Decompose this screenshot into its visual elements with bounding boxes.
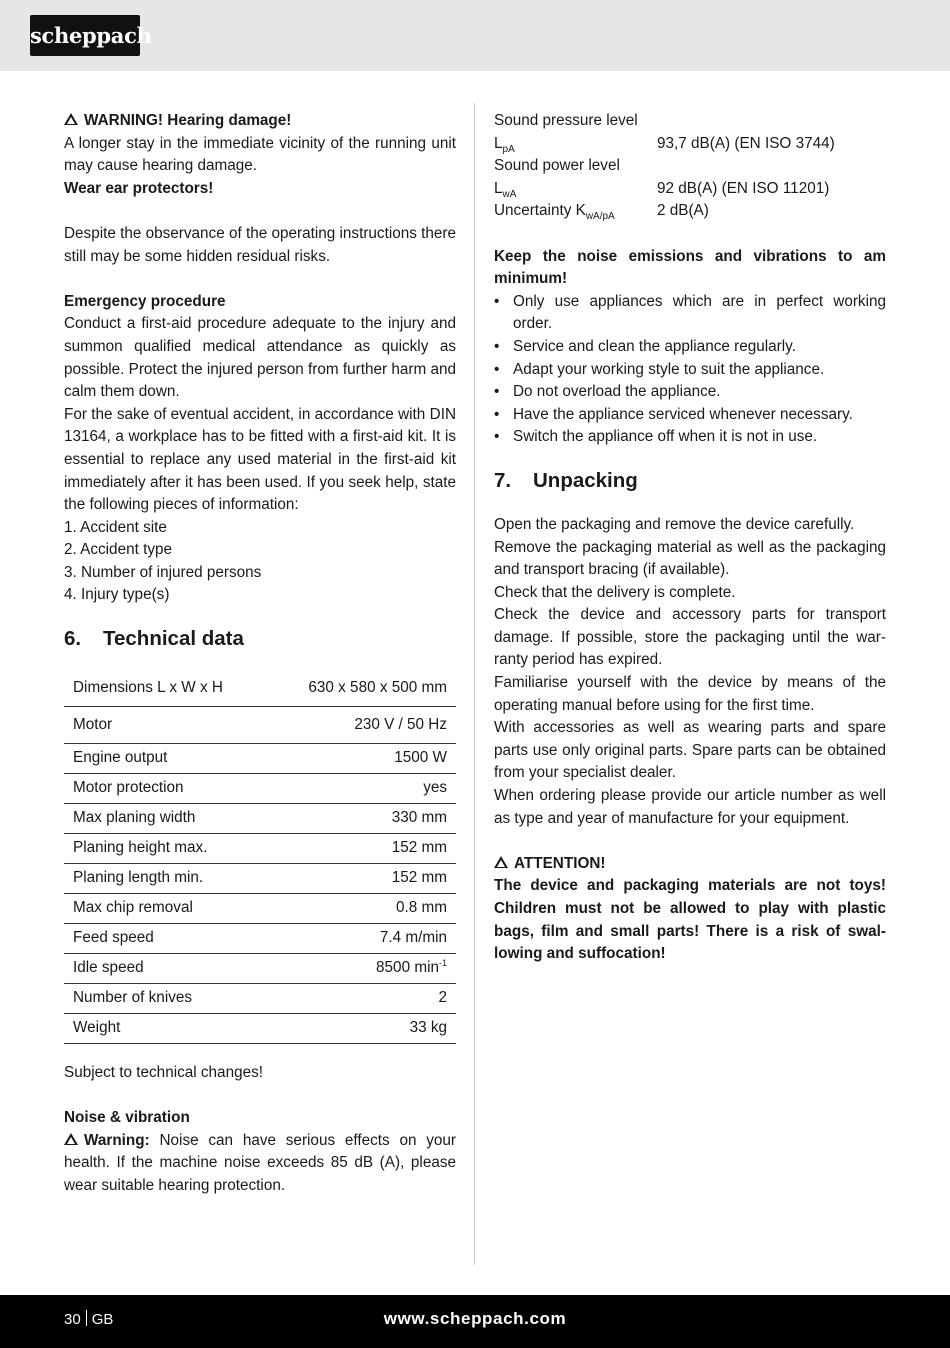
- spec-value: 33 kg: [267, 1014, 456, 1044]
- table-row: [64, 834, 456, 864]
- spec-label: Idle speed: [64, 954, 267, 984]
- lpa-value: 93,7 dB(A) (EN ISO 3744): [657, 134, 835, 152]
- warning-triangle-icon: [64, 113, 78, 125]
- spec-value: 1500 W: [267, 744, 456, 774]
- unpacking-heading: 7. Unpacking: [494, 468, 638, 492]
- spec-label: Weight: [64, 1014, 267, 1044]
- spec-value: 630 x 580 x 500 mm: [267, 670, 456, 707]
- hearing-warning-text: A longer stay in the immediate vicinity of the running unit may cause hearing damage.: [64, 134, 456, 175]
- spec-label: Number of knives: [64, 984, 267, 1014]
- unpacking-paragraph: Check the device and accessory parts for transport damage. If possible, store the packaging until the warranty period has expired.: [494, 606, 886, 669]
- left-column: [64, 110, 456, 1198]
- unpacking-paragraph: When ordering please provide our article number as well as type and year of manufacture for your equipment.: [494, 787, 886, 827]
- list-item: • Adapt your working style to suit the appliance.: [494, 359, 886, 382]
- spec-value: 152 mm: [267, 834, 456, 864]
- spec-value: 152 mm: [267, 864, 456, 894]
- table-row: [64, 894, 456, 924]
- spec-label: Max planing width: [64, 804, 267, 834]
- table-row: [64, 774, 456, 804]
- table-row: [64, 707, 456, 744]
- table-row: [64, 744, 456, 774]
- noise-minimum-heading: Keep the noise emissions and vibrations to am minimum!: [494, 247, 886, 288]
- attention-heading: ATTENTION!: [494, 853, 886, 876]
- warning-triangle-icon: [494, 856, 508, 868]
- list-item: • Only use appliances which are in perfect working order.: [494, 291, 886, 336]
- page-number: 30 GB: [64, 1311, 114, 1328]
- column-divider: [474, 103, 475, 1265]
- unpacking-text: [494, 514, 886, 830]
- spec-label: Motor: [64, 707, 267, 744]
- attention-text: The device and packaging materials are not toys! Children must not be allowed to play with plastic bags, film and small parts! There is a risk of swallowing and suffocation!: [494, 877, 886, 963]
- spec-label: Planing height max.: [64, 834, 267, 864]
- info-list-item: 2. Accident type: [64, 541, 172, 559]
- spec-label: Feed speed: [64, 924, 267, 954]
- spec-label: Planing length min.: [64, 864, 267, 894]
- residual-risks-text: Despite the observance of the operating instructions there still may be some hidden residual risks.: [64, 224, 457, 265]
- info-list-item: 1. Accident site: [64, 518, 167, 536]
- technical-data-table: [64, 670, 456, 1044]
- noise-tips-list: [494, 291, 886, 449]
- sound-power-label: Sound power level: [494, 157, 620, 175]
- spec-label: Engine output: [64, 744, 267, 774]
- technical-data-heading: 6. Technical data: [64, 627, 244, 651]
- spec-label: Max chip removal: [64, 894, 267, 924]
- lwa-row: $L_{wA}$ 92 dB(A) (EN ISO 11201): [494, 179, 830, 200]
- table-row: [64, 984, 456, 1014]
- spec-value: yes: [267, 774, 456, 804]
- ear-protectors-notice: Wear ear protectors!: [64, 179, 214, 197]
- table-row: [64, 804, 456, 834]
- first-aid-kit-text: For the sake of eventual accident, in accordance with DIN 13164, a workplace has to be fitted with a first-aid kit. It is essential to replace any used material in the first-aid kit immediately after it has been used. If you seek help, state the following pieces of information:: [64, 405, 456, 514]
- list-item: • Service and clean the appliance regularly.: [494, 336, 886, 359]
- uncertainty-value: 2 dB(A): [657, 202, 709, 220]
- lwa-value: 92 dB(A) (EN ISO 11201): [657, 179, 830, 197]
- warning-triangle-icon: [64, 1133, 78, 1145]
- scheppach-logo: scheppach: [30, 15, 140, 56]
- emergency-procedure-text: Conduct a first-aid procedure adequate to the injury and summon qualified medical attendance as quickly as possible. Protect the injured person from further harm and calm them down.: [64, 315, 456, 401]
- table-row: [64, 924, 456, 954]
- spec-value: 230 V / 50 Hz: [267, 707, 456, 744]
- noise-warning-text: Warning: Noise can have serious effects on your health. If the machine noise exceeds 85 dB (A), please wear suitable hearing protection.: [64, 1131, 456, 1195]
- unpacking-paragraph: With accessories as well as wearing parts and spare parts use only original parts. Spare parts can be obtained from your specialist dealer.: [494, 719, 886, 782]
- spec-value: 7.4 m/min: [267, 924, 456, 954]
- spec-value: 2: [267, 984, 456, 1014]
- unpacking-paragraph: Remove the packaging material as well as the packaging and transport bracing (if available).: [494, 538, 886, 579]
- website-link[interactable]: www.scheppach.com: [383, 1309, 567, 1328]
- unpacking-paragraph: Check that the delivery is complete.: [494, 583, 736, 601]
- spec-value: 0.8 mm: [267, 894, 456, 924]
- spec-value: 330 mm: [267, 804, 456, 834]
- table-row: [64, 1014, 456, 1044]
- sound-pressure-label: Sound pressure level: [494, 112, 638, 129]
- table-row: [64, 954, 456, 984]
- spec-label: Dimensions L x W x H: [64, 670, 267, 707]
- uncertainty-row: Uncertainty $K_{wA/pA}$ 2 dB(A): [494, 202, 709, 223]
- emergency-procedure-heading: Emergency procedure: [64, 292, 226, 310]
- right-column: [494, 110, 886, 966]
- unpacking-paragraph: Open the packaging and remove the device carefully.: [494, 515, 855, 533]
- info-list-item: 4. Injury type(s): [64, 586, 170, 604]
- list-item: • Have the appliance serviced whenever necessary.: [494, 404, 886, 427]
- lpa-row: $L_{pA}$ 93,7 dB(A) (EN ISO 3744): [494, 134, 835, 155]
- noise-vibration-heading: Noise & vibration: [64, 1109, 190, 1127]
- list-item: • Switch the appliance off when it is not in use.: [494, 426, 886, 449]
- table-row: [64, 670, 456, 707]
- table-row: [64, 864, 456, 894]
- page-header: [0, 0, 950, 71]
- list-item: • Do not overload the appliance.: [494, 381, 886, 404]
- hearing-warning-heading: WARNING! Hearing damage!: [64, 110, 456, 133]
- page-footer: [0, 1295, 950, 1348]
- spec-label: Motor protection: [64, 774, 267, 804]
- info-list-item: 3. Number of injured persons: [64, 563, 262, 581]
- unpacking-paragraph: Familiarise yourself with the device by means of the operating manual before using for the first time.: [494, 674, 886, 714]
- technical-changes-note: Subject to technical changes!: [64, 1064, 263, 1082]
- spec-value: 8500 $\min^{-1}$: [267, 954, 456, 984]
